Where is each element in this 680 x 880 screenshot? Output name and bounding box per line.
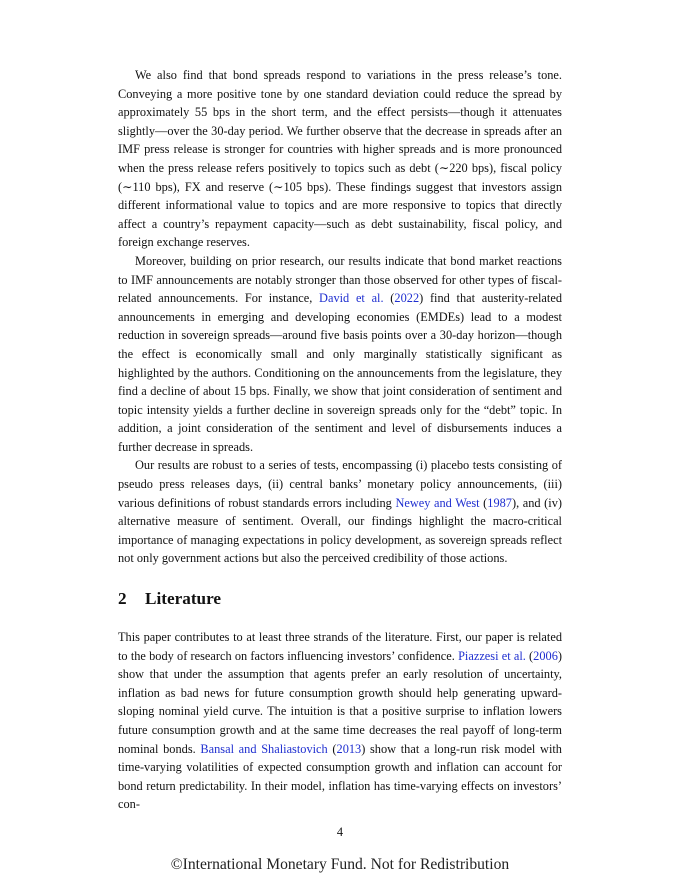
paragraph-text: ), and (iv) alternative measure of sentiment. Overall, our findings highlight the macro-critical importance of managing expectations in policy development, as sovereign spreads reflect not only government actions but also the perceived credibility of those actions. [118, 495, 562, 566]
copyright-notice: ©International Monetary Fund. Not for Redistribution [170, 856, 510, 873]
paragraph-text: This paper contributes to at least three strands of the literature. First, our paper is related to the body of research on factors influencing investors’ confidence. [118, 630, 562, 663]
section-number: 2 [118, 589, 127, 609]
citation-link[interactable]: Bansal and Shaliastovich [200, 741, 328, 756]
paragraph-text: We also find that bond spreads respond to variations in the press release’s tone. Conveying a more positive tone by one standard deviation could reduce the spread by approximately 55 bps in the short term, and the effect persists—though it attenuates slightly—over the 30-day period. We further observe that the decrease in spreads after an IMF press release is stronger for countries with higher spreads and is more pronounced when the press release refers positively to topics such as debt (∼220 bps), fiscal policy (∼110 bps), FX and reserve (∼105 bps). These findings suggest that investors assign different informational value to topics and are more responsive to topics that directly affect a country’s repayment capacity—such as debt sustainability, fiscal policy, and foreign exchange reserves. [118, 68, 562, 250]
section-title: Literature [145, 589, 222, 609]
paragraph-text: ( [383, 291, 395, 306]
paragraph-text: ( [525, 648, 534, 663]
citation-link[interactable]: 1987 [487, 495, 512, 510]
paragraph [118, 456, 562, 568]
citation-link[interactable]: 2006 [533, 648, 558, 663]
paragraph-text: ) show that under the assumption that agents prefer an early resolution of uncertainty, inflation as bad news for future consumption growth should help generating upward-sloping nominal yield curve. The intuition is that a positive surprise to inflation lowers future consumption growth and at the same time decreases the real payoff of long-term nominal bonds. [118, 648, 562, 756]
citation-link[interactable]: Newey and West [395, 495, 480, 510]
citation-link[interactable]: Piazzesi et al. [458, 648, 526, 663]
citation-link[interactable]: 2022 [394, 291, 420, 306]
section-heading [118, 589, 562, 609]
paragraph-text: ( [327, 741, 337, 756]
paragraph-text: ) show that a long-run risk model with time-varying volatilities of expected consumption growth and inflation can account for bond return predictability. In their model, inflation has time-varying effects on investors’ con- [118, 741, 562, 812]
paragraph-text: Our results are robust to a series of tests, encompassing (i) placebo tests consisting of pseudo press releases days, (ii) central banks’ monetary policy announcements, (iii) various definitions of robust standards errors including [118, 458, 562, 510]
paragraph [118, 66, 562, 252]
body-text [118, 66, 562, 814]
paragraph-text: ( [479, 495, 488, 510]
paragraph-text: Moreover, building on prior research, our results indicate that bond market reactions to IMF announcements are notably stronger than those observed for other types of fiscal-related announcements. For instance, [118, 253, 562, 306]
citation-link[interactable]: 2013 [336, 741, 362, 756]
paragraph [118, 252, 562, 457]
citation-link[interactable]: David et al. [319, 291, 384, 306]
paragraph [118, 628, 562, 814]
paragraph-text: ) find that austerity-related announcements in emerging and developing economies (EMDEs) lead to a modest reduction in sovereign spreads—around five basis points over a 30-day horizon—though the effect is economically small and only marginally statistically significant as highlighted by the authors. Conditioning on the announcements from the legislature, they find a decline of about 15 bps. Finally, we show that joint consideration of sentiment and topic intensity yields a further decline in sovereign spreads only for the “debt” topic. In addition, a joint consideration of the sentiment and level of disbursements induces a further decrease in spreads. [118, 291, 562, 454]
page-number: 4 [336, 825, 344, 839]
intro-paragraphs [118, 66, 562, 568]
literature-paragraphs [118, 628, 562, 814]
